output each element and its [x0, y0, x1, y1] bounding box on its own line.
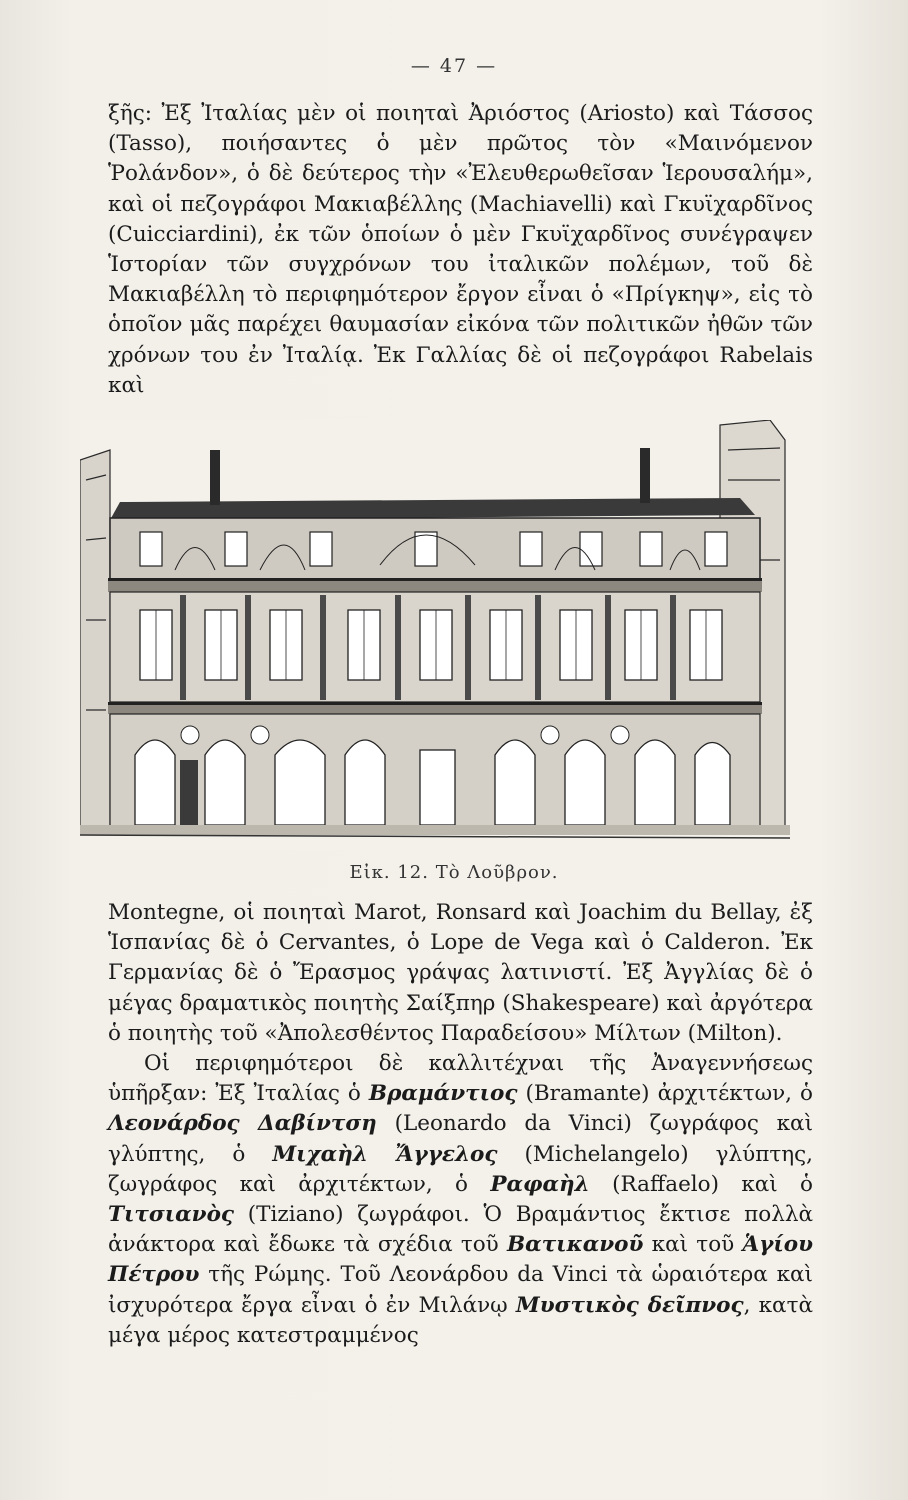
p2-text-i: (Raffaelo) καὶ ὁ: [589, 1171, 813, 1197]
p2-text-o: τῆς Ρώμης. Τοῦ Λεονάρδου da Vinci τὰ ὡραιότερα καὶ ἰσχυρότερα ἔργα εἶναι ὁ ἐν Μιλάνῳ: [108, 1262, 813, 1318]
p2-text-m: καὶ τοῦ: [643, 1232, 743, 1258]
name-saint-peter: Ἁγίου Πέτρου: [108, 1232, 813, 1288]
bottom-paragraph-1: Montegne, οἱ ποιηταὶ Marot, Ronsard καὶ Joachim du Bellay, ἐξ Ἱσπανίας δὲ ὁ Cervantes, ὁ Lope de Vega καὶ ὁ Calderon. Ἐκ Γερμανίας δὲ ὁ Ἔρασμος γράψας λατινιστί. Ἐξ Ἀγγλίας δὲ ὁ μέγας δραματικὸς ποιητὴς Σαίξπηρ (Shakespeare) καὶ ἀργότερα ὁ ποιητὴς τοῦ «Ἀπολεσθέντος Παραδείσου» Μίλτων (Milton).: [108, 900, 813, 1046]
p2-text-k: (Tiziano) ζωγράφοι. Ὁ Βραμάντιος ἔκτισε πολλὰ ἀνάκτορα καὶ ἔδωκε τὰ σχέδια τοῦ: [108, 1202, 813, 1258]
p2-text-g: (Michelangelo) γλύπτης, ζωγράφος καὶ ἀρχιτέκτων, ὁ: [108, 1141, 813, 1197]
name-leonardo: Λεονάρδος Δαβίντση: [108, 1111, 377, 1137]
name-michelangelo: Μιχαὴλ Ἄγγελος: [272, 1141, 498, 1167]
bottom-text: [108, 898, 813, 1351]
top-paragraph: ξῆς: Ἐξ Ἰταλίας μὲν οἱ ποιηταὶ Ἀριόστος (Ariosto) καὶ Τάσσος (Tasso), ποιήσαντες ὁ μὲν πρῶτος τὸν «Μαινόμενον Ῥολάνδον», ὁ δὲ δεύτερος τὴν «Ἐλευθερωθεῖσαν Ἱερουσαλήμ», καὶ οἱ πεζογράφοι Μακιαβέλλης (Machiavelli) καὶ Γκυϊχαρδῖνος (Cuicciardini), ἐκ τῶν ὁποίων ὁ μὲν Γκυϊχαρδῖνος συνέγραψεν Ἱστορίαν τῶν συγχρόνων του ἰταλικῶν πολέμων, τοῦ δὲ Μακιαβέλλη τὸ περιφημότερον ἔργον εἶναι ὁ «Πρίγκηψ», εἰς τὸ ὁποῖον μᾶς παρέχει θαυμασίαν εἰκόνα τῶν πολιτικῶν ἠθῶν τῶν χρόνων του ἐν Ἰταλίᾳ. Ἐκ Γαλλίας δὲ οἱ πεζογράφοι Rabelais καὶ: [108, 101, 813, 398]
bottom-paragraph-2: [108, 1049, 813, 1351]
name-bramante: Βραμάντιος: [368, 1081, 518, 1107]
p2-text-e: (Leonardo da Vinci) ζωγράφος καὶ γλύπτης, ὁ: [108, 1111, 814, 1167]
name-last-supper: Μυστικὸς δεῖπνος: [515, 1292, 744, 1318]
p2-text-a: Οἱ περιφημότεροι δὲ καλλιτέχναι τῆς Ἀναγεννήσεως ὑπῆρξαν: Ἐξ Ἰταλίας ὁ: [108, 1051, 813, 1107]
name-titian: Τιτσιανὸς: [108, 1202, 235, 1228]
name-raphael: Ραφαὴλ: [490, 1171, 590, 1197]
page-number: — 47 —: [410, 55, 498, 77]
figure-caption: Εἰκ. 12. Τὸ Λοῦβρον.: [349, 862, 559, 883]
p2-text-c: (Bramante) ἀρχιτέκτων, ὁ: [517, 1081, 813, 1107]
top-text: [108, 99, 813, 401]
louvre-engraving: [80, 420, 790, 850]
p2-text-q: , κατὰ μέγα μέρος κατεστραμμένος: [108, 1292, 813, 1348]
name-vatican: Βατικανοῦ: [507, 1232, 644, 1258]
